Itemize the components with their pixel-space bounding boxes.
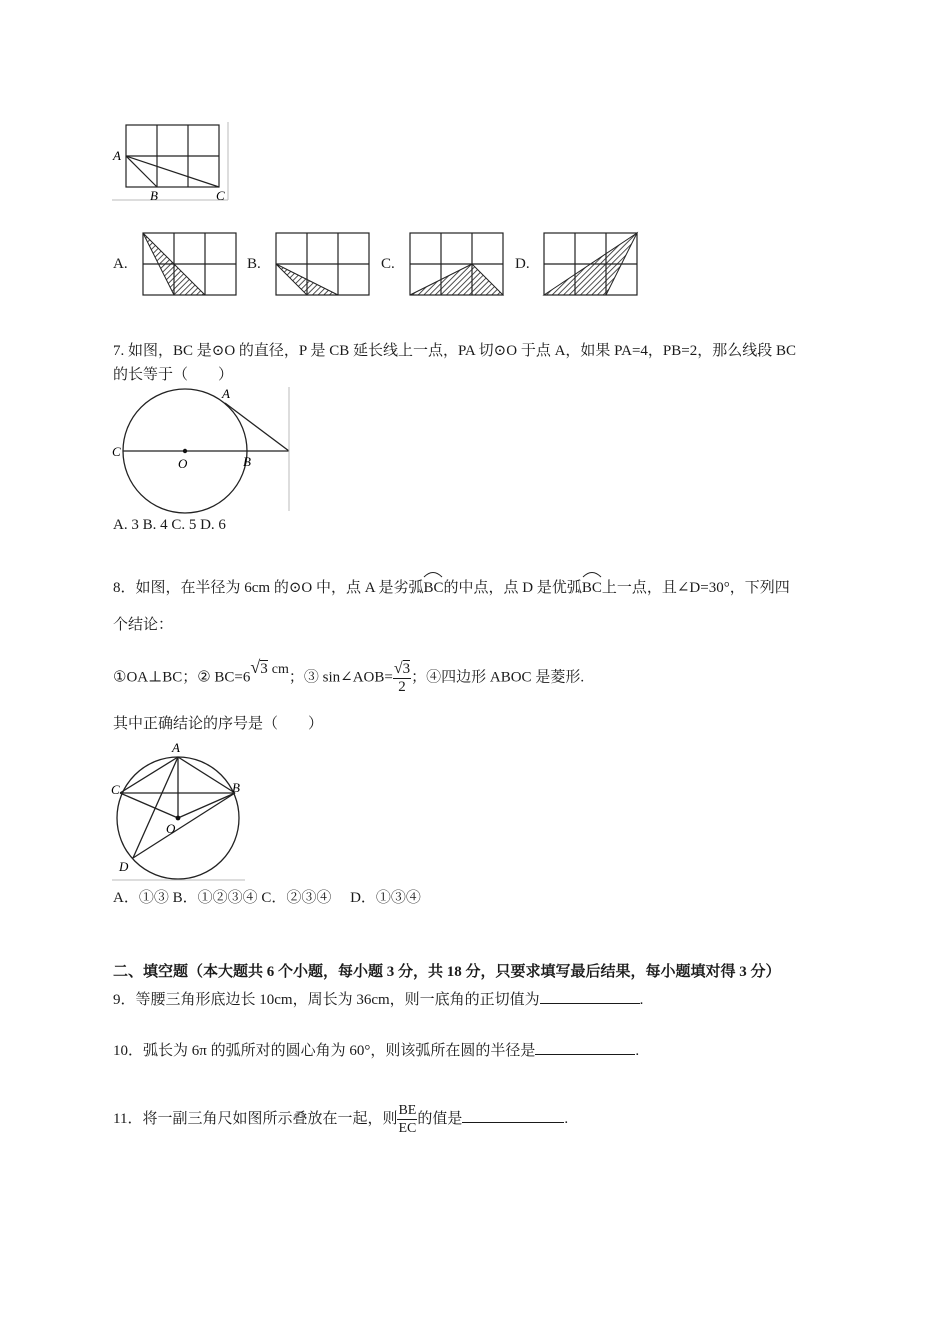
q6-option-a-letter: A. <box>113 256 128 272</box>
q8-conclusions <box>113 657 585 696</box>
q6-grid-figure <box>110 120 235 205</box>
q8-label-c: C <box>111 782 120 797</box>
q6-label-b: B <box>150 188 158 203</box>
q8-text-part-c: 上一点，且∠D=30°，下列四 <box>601 580 790 596</box>
q7-label-a: A <box>222 386 230 401</box>
q11-fraction-be-over-ec: $\frac{BE}{EC}$ <box>398 1103 417 1136</box>
q8-text-part-a: 8．如图，在半径为 6cm 的⊙O 中，点 A 是劣弧 <box>113 580 424 596</box>
q7-label-c: C <box>112 444 121 459</box>
q7-label-o: O <box>178 456 188 471</box>
q6-option-d-figure[interactable] <box>542 231 639 297</box>
q11-text: 11．将一副三角尺如图所示叠放在一起，则 $\frac{BE}{EC}$ 的值是 . <box>113 1103 569 1136</box>
q6-label-a: A <box>113 148 121 163</box>
q6-label-c: C <box>216 188 225 203</box>
q8-text-part-b: 的中点，点 D 是优弧 <box>443 580 582 596</box>
q6-option-b-letter: B. <box>247 256 261 272</box>
q8-unit: cm <box>271 662 289 678</box>
q10-answer-blank[interactable] <box>535 1039 635 1055</box>
q6-option-a-figure[interactable] <box>141 231 238 297</box>
q8-circle-figure <box>110 738 250 884</box>
q9-text: 9．等腰三角形底边长 10cm，周长为 36cm，则一底角的正切值为 . <box>113 988 643 1010</box>
q8-conclusion-3: ；③ sin∠AOB= <box>288 669 393 686</box>
q8-sqrt-3: √3 <box>250 657 268 678</box>
q7-text-line1: 7. 如图，BC 是⊙O 的直径，P 是 CB 延长线上一点，PA 切⊙O 于点 A，如果 PA=4，PB=2，那么线段 BC <box>113 343 796 359</box>
section2-heading: 二、填空题（本大题共 6 个小题，每小题 3 分，共 18 分，只要求填写最后结果，每小题填对得 3 分） <box>113 964 781 980</box>
q10-text: 10．弧长为 6π 的弧所对的圆心角为 60°，则该弧所在圆的半径是 . <box>113 1039 639 1061</box>
q8-arc-bc-minor: BC <box>423 578 443 598</box>
q6-option-c-letter: C. <box>381 256 395 272</box>
q8-fraction-sqrt3-over-2: $\frac{√3}{2}$ <box>393 660 411 695</box>
q6-option-d-letter: D. <box>515 256 530 272</box>
q8-conclusion-1-2: ①OA⊥BC；② BC=6 <box>113 669 251 686</box>
q8-label-b: B <box>232 780 240 795</box>
q6-option-b-figure[interactable] <box>274 231 371 297</box>
q8-text-line1 <box>113 578 790 598</box>
q8-text-line2: 个结论： <box>113 617 174 633</box>
q8-options: A．①③ B．①②③④ C．②③④ D．①③④ <box>113 890 421 906</box>
q8-arc-bc-major: BC <box>582 578 602 598</box>
q8-conclusion-4: ；④四边形 ABOC 是菱形. <box>411 669 585 686</box>
q9-answer-blank[interactable] <box>540 988 640 1004</box>
q7-text-line2: 的长等于（ ） <box>113 367 234 383</box>
q11-answer-blank[interactable] <box>462 1107 564 1123</box>
q6-option-c-figure[interactable] <box>408 231 505 297</box>
q8-label-a: A <box>172 740 180 755</box>
q7-label-b: B <box>243 454 251 469</box>
q7-circle-figure <box>110 384 300 514</box>
q8-label-d: D <box>119 859 129 874</box>
q8-label-o: O <box>166 821 176 836</box>
q7-options: A. 3 B. 4 C. 5 D. 6 <box>113 517 226 533</box>
q8-text-line4: 其中正确结论的序号是（ ） <box>113 716 324 732</box>
